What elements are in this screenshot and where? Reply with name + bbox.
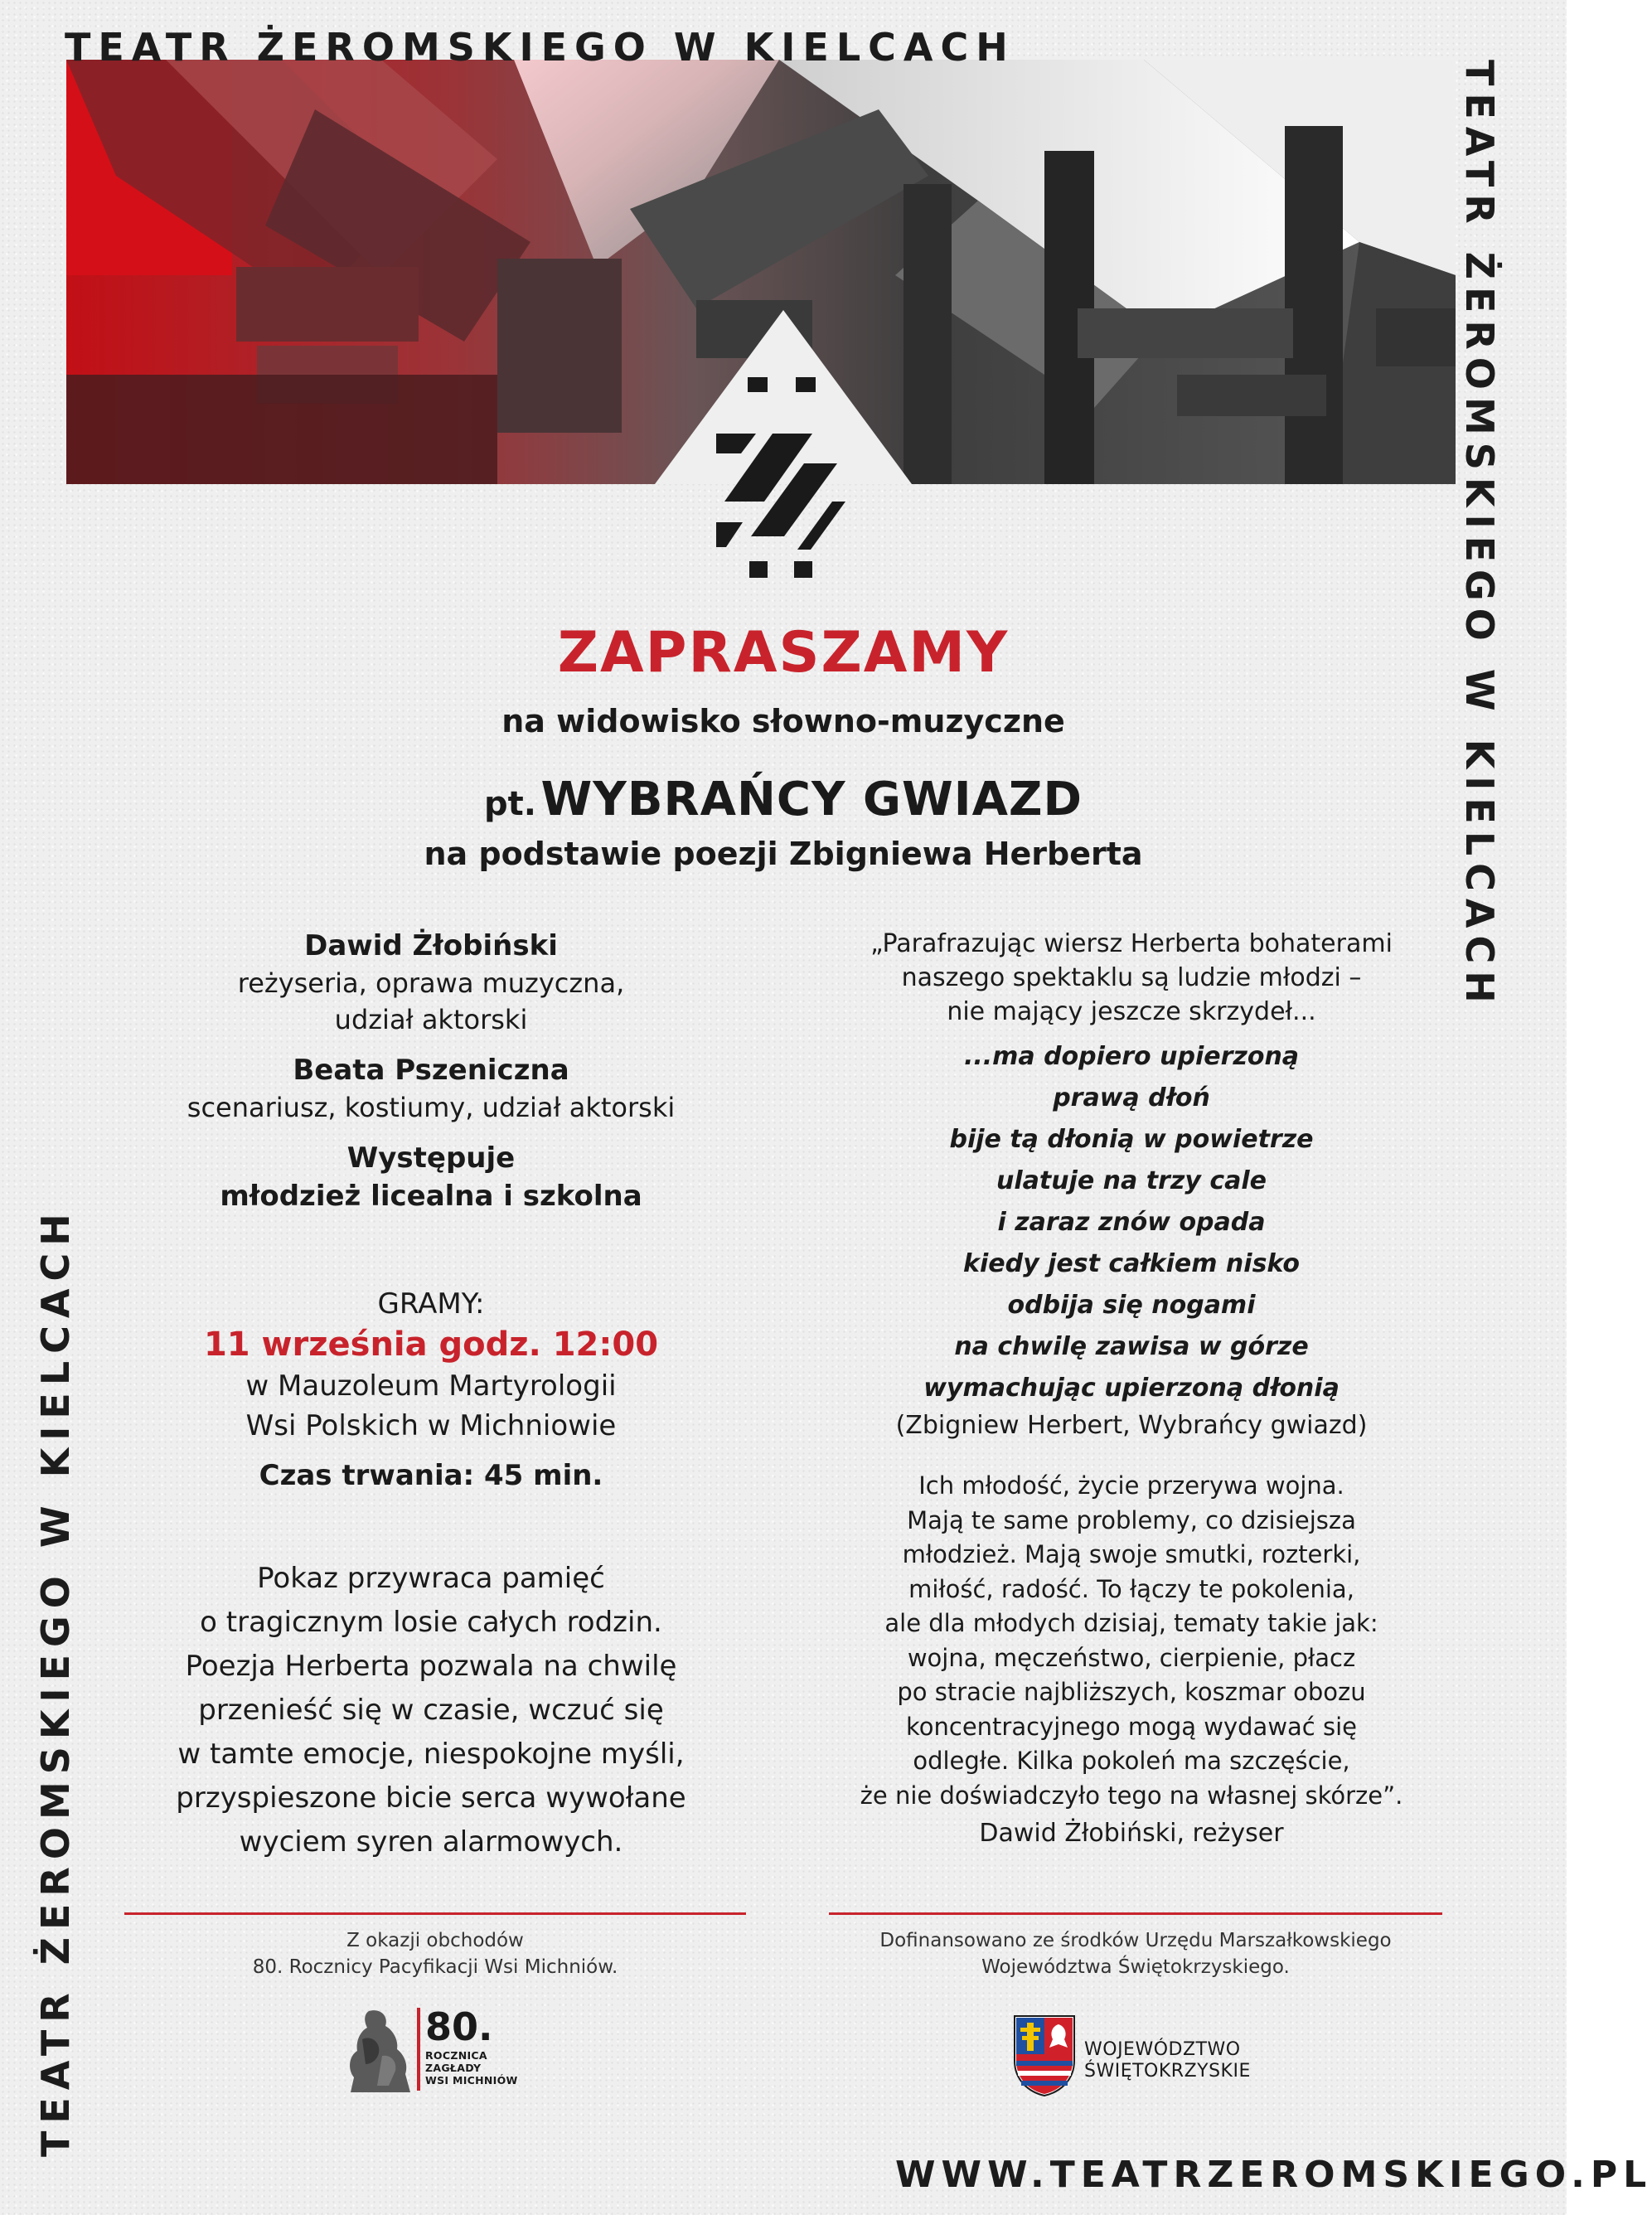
funding-line: Województwa Świętokrzyskiego. — [981, 1956, 1290, 1978]
essay-line: że nie doświadczyło tego na własnej skórze”. — [860, 1781, 1403, 1810]
event-title-line — [0, 773, 1567, 826]
about-line: o tragicznym losie całych rodzin. — [200, 1606, 662, 1639]
poem-line: ...ma dopiero upierzoną — [963, 1042, 1300, 1071]
credit-role: udział aktorski — [334, 1004, 528, 1035]
anniversary-text-line: WSI MICHNIÓW — [425, 2074, 518, 2087]
credit-role: reżyseria, oprawa muzyczna, — [237, 967, 625, 999]
cast-note — [124, 1139, 738, 1215]
performance-duration: Czas trwania: 45 min. — [259, 1459, 603, 1492]
footer-divider-right — [829, 1912, 1442, 1915]
poem-line: prawą dłoń — [1053, 1083, 1210, 1112]
about-text — [124, 1557, 738, 1864]
occasion-note — [124, 1927, 746, 1980]
event-subtitle: na widowisko słowno-muzyczne — [501, 703, 1065, 739]
credit-role: scenariusz, kostiumy, udział aktorski — [187, 1092, 676, 1123]
quote-line: „Parafrazując wiersz Herberta bohaterami — [870, 929, 1393, 958]
coat-of-arms-icon — [1013, 2014, 1076, 2097]
performance-label: GRAMY: — [377, 1287, 485, 1321]
poem-line: na chwilę zawisa w górze — [954, 1332, 1309, 1361]
performance-date: 11 września godz. 12:00 — [203, 1326, 659, 1364]
about-line: przyspieszone bicie serca wywołane — [176, 1781, 686, 1815]
poem-line: ulatuje na trzy cale — [996, 1166, 1267, 1195]
poem-line: i zaraz znów opada — [997, 1208, 1266, 1237]
poem-line: odbija się nogami — [1007, 1291, 1256, 1320]
quote-intro — [829, 927, 1434, 1029]
essay-line: po stracie najbliższych, koszmar obozu — [897, 1678, 1366, 1706]
funding-note — [829, 1927, 1442, 1980]
credits-list — [124, 927, 738, 1229]
funding-line: Dofinansowano ze środków Urzędu Marszałkowskiego — [879, 1930, 1392, 1951]
occasion-line: 80. Rocznicy Pacyfikacji Wsi Michniów. — [252, 1956, 618, 1978]
poem-line: wymachując upierzoną dłonią — [923, 1374, 1340, 1403]
performance-place: Wsi Polskich w Michniowie — [245, 1409, 617, 1442]
essay-line: Mają te same problemy, co dzisiejsza — [907, 1505, 1356, 1534]
essay-line: miłość, radość. To łączy te pokolenia, — [908, 1574, 1354, 1603]
theatre-name-top: TEATR ŻEROMSKIEGO W KIELCACH — [65, 25, 1015, 70]
quote-signature: Dawid Żłobiński, reżyser — [979, 1819, 1284, 1848]
about-line: przenieść się w czasie, wczuć się — [198, 1694, 664, 1727]
quote-line: nie mający jeszcze skrzydeł... — [947, 997, 1316, 1026]
quote-line: naszego spektaklu są ludzie młodzi – — [901, 963, 1362, 992]
performance-info — [124, 1285, 738, 1495]
credit-name: Dawid Żłobiński — [304, 929, 558, 962]
director-essay — [829, 1469, 1434, 1813]
about-line: wyciem syren alarmowych. — [239, 1825, 623, 1859]
theatre-name-left: TEATR ŻEROMSKIEGO W KIELCACH — [33, 1206, 78, 2157]
credit-item — [124, 1051, 738, 1126]
anniversary-monument-icon — [344, 2006, 414, 2094]
anniversary-bar — [417, 2008, 420, 2091]
credit-item — [124, 927, 738, 1038]
performance-place: w Mauzoleum Martyrologii — [245, 1369, 617, 1403]
essay-line: odległe. Kilka pokoleń ma szczęście, — [913, 1747, 1350, 1775]
anniversary-text — [425, 2049, 518, 2087]
about-line: Pokaz przywraca pamięć — [257, 1562, 605, 1595]
poem-line: kiedy jest całkiem nisko — [963, 1249, 1300, 1278]
cast-line: Występuje — [346, 1141, 516, 1175]
region-logo — [1013, 2014, 1278, 2106]
footer-divider-left — [124, 1912, 746, 1915]
essay-line: młodzież. Mają swoje smutki, rozterki, — [902, 1540, 1361, 1568]
occasion-line: Z okazji obchodów — [346, 1930, 524, 1951]
poem-source: (Zbigniew Herbert, Wybrańcy gwiazd) — [895, 1411, 1368, 1440]
event-basis: na podstawie poezji Zbigniewa Herberta — [424, 836, 1143, 872]
anniversary-number: 80. — [425, 2004, 493, 2049]
credit-name: Beata Pszeniczna — [293, 1054, 569, 1087]
region-name — [1084, 2039, 1251, 2082]
poem-line: bije tą dłonią w powietrze — [949, 1125, 1314, 1154]
website-link[interactable]: WWW.TEATRZEROMSKIEGO.PL — [895, 2154, 1652, 2196]
invite-heading: ZAPRASZAMY — [557, 620, 1010, 686]
region-name-line: WOJEWÓDZTWO — [1084, 2039, 1241, 2060]
poem-excerpt — [829, 1036, 1434, 1409]
anniversary-logo — [344, 2006, 543, 2097]
region-name-line: ŚWIĘTOKRZYSKIE — [1084, 2061, 1251, 2082]
anniversary-text-line: ZAGŁADY — [425, 2062, 482, 2074]
theatre-name-right: TEATR ŻEROMSKIEGO W KIELCACH — [1457, 60, 1502, 1011]
essay-line: ale dla młodych dzisiaj, tematy takie jak: — [884, 1609, 1378, 1637]
essay-line: Ich młodość, życie przerywa wojna. — [918, 1471, 1344, 1500]
event-title: WYBRAŃCY GWIAZD — [540, 773, 1083, 826]
theatre-logo-icon — [713, 377, 854, 588]
title-prefix: pt. — [483, 785, 536, 823]
about-line: Poezja Herberta pozwala na chwilę — [185, 1650, 677, 1683]
anniversary-text-line: ROCZNICA — [425, 2049, 487, 2062]
essay-line: koncentracyjnego mogą wydawać się — [906, 1712, 1357, 1741]
cast-line: młodzież licealna i szkolna — [220, 1180, 642, 1213]
about-line: w tamte emocje, niespokojne myśli, — [177, 1738, 685, 1771]
essay-line: wojna, męczeństwo, cierpienie, płacz — [907, 1643, 1356, 1672]
